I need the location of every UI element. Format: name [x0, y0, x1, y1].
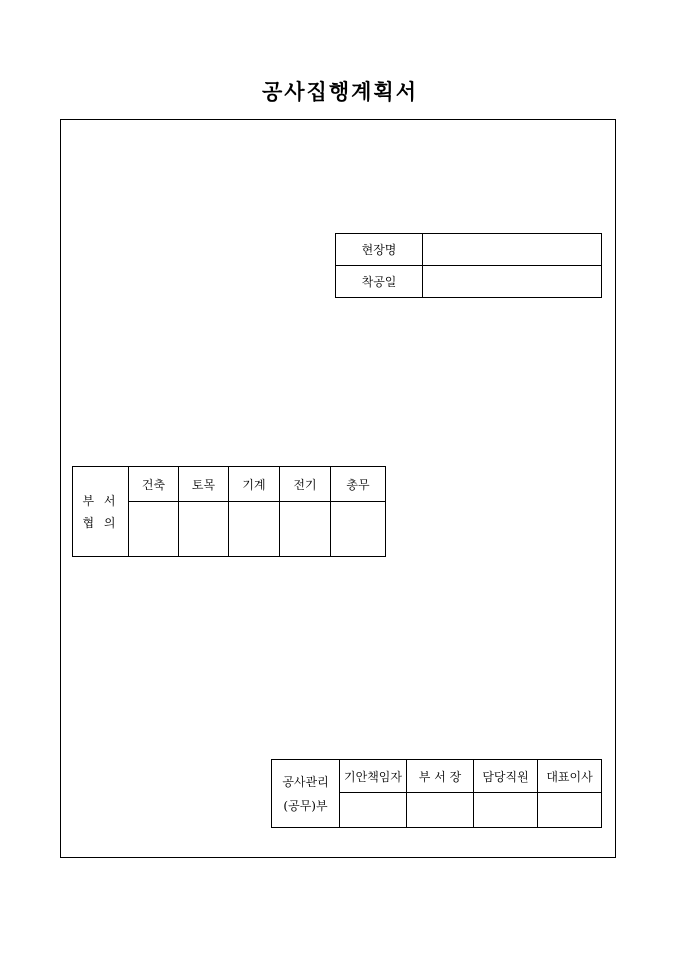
site-name-row — [336, 234, 602, 266]
approval-sign-staff[interactable] — [474, 793, 538, 828]
site-name-label: 현장명 — [336, 234, 423, 266]
approval-sign-ceo[interactable] — [538, 793, 602, 828]
approval-header-row — [272, 760, 602, 793]
site-info-table — [335, 233, 602, 298]
dept-col-civil: 토목 — [179, 467, 229, 502]
dept-sign-architecture[interactable] — [129, 502, 179, 557]
approval-sign-dept-head[interactable] — [407, 793, 474, 828]
dept-sign-mechanical[interactable] — [229, 502, 280, 557]
dept-header-line2: 협 의 — [82, 515, 119, 530]
approval-header-line1: 공사관리 — [282, 774, 329, 789]
start-date-label: 착공일 — [336, 266, 423, 298]
approval-col-dept-head: 부 서 장 — [407, 760, 474, 793]
page-title: 공사집행계획서 — [261, 79, 418, 104]
approval-sign-drafter[interactable] — [340, 793, 407, 828]
dept-header-line1: 부 서 — [82, 493, 119, 508]
start-date-row — [336, 266, 602, 298]
dept-sign-civil[interactable] — [179, 502, 229, 557]
dept-consult-header — [73, 467, 129, 557]
dept-col-architecture: 건축 — [129, 467, 179, 502]
start-date-field[interactable] — [423, 266, 602, 298]
approval-dept-header — [272, 760, 340, 828]
approval-col-drafter: 기안책임자 — [340, 760, 407, 793]
dept-col-electrical: 전기 — [280, 467, 331, 502]
approval-col-ceo: 대표이사 — [538, 760, 602, 793]
site-name-field[interactable] — [423, 234, 602, 266]
dept-col-general-affairs: 총무 — [331, 467, 386, 502]
dept-col-mechanical: 기계 — [229, 467, 280, 502]
approval-table — [271, 759, 602, 828]
dept-sign-electrical[interactable] — [280, 502, 331, 557]
approval-header-line2: (공무)부 — [283, 798, 328, 813]
dept-header-row — [73, 467, 386, 502]
dept-consult-table — [72, 466, 386, 557]
approval-col-staff: 담당직원 — [474, 760, 538, 793]
dept-sign-general-affairs[interactable] — [331, 502, 386, 557]
